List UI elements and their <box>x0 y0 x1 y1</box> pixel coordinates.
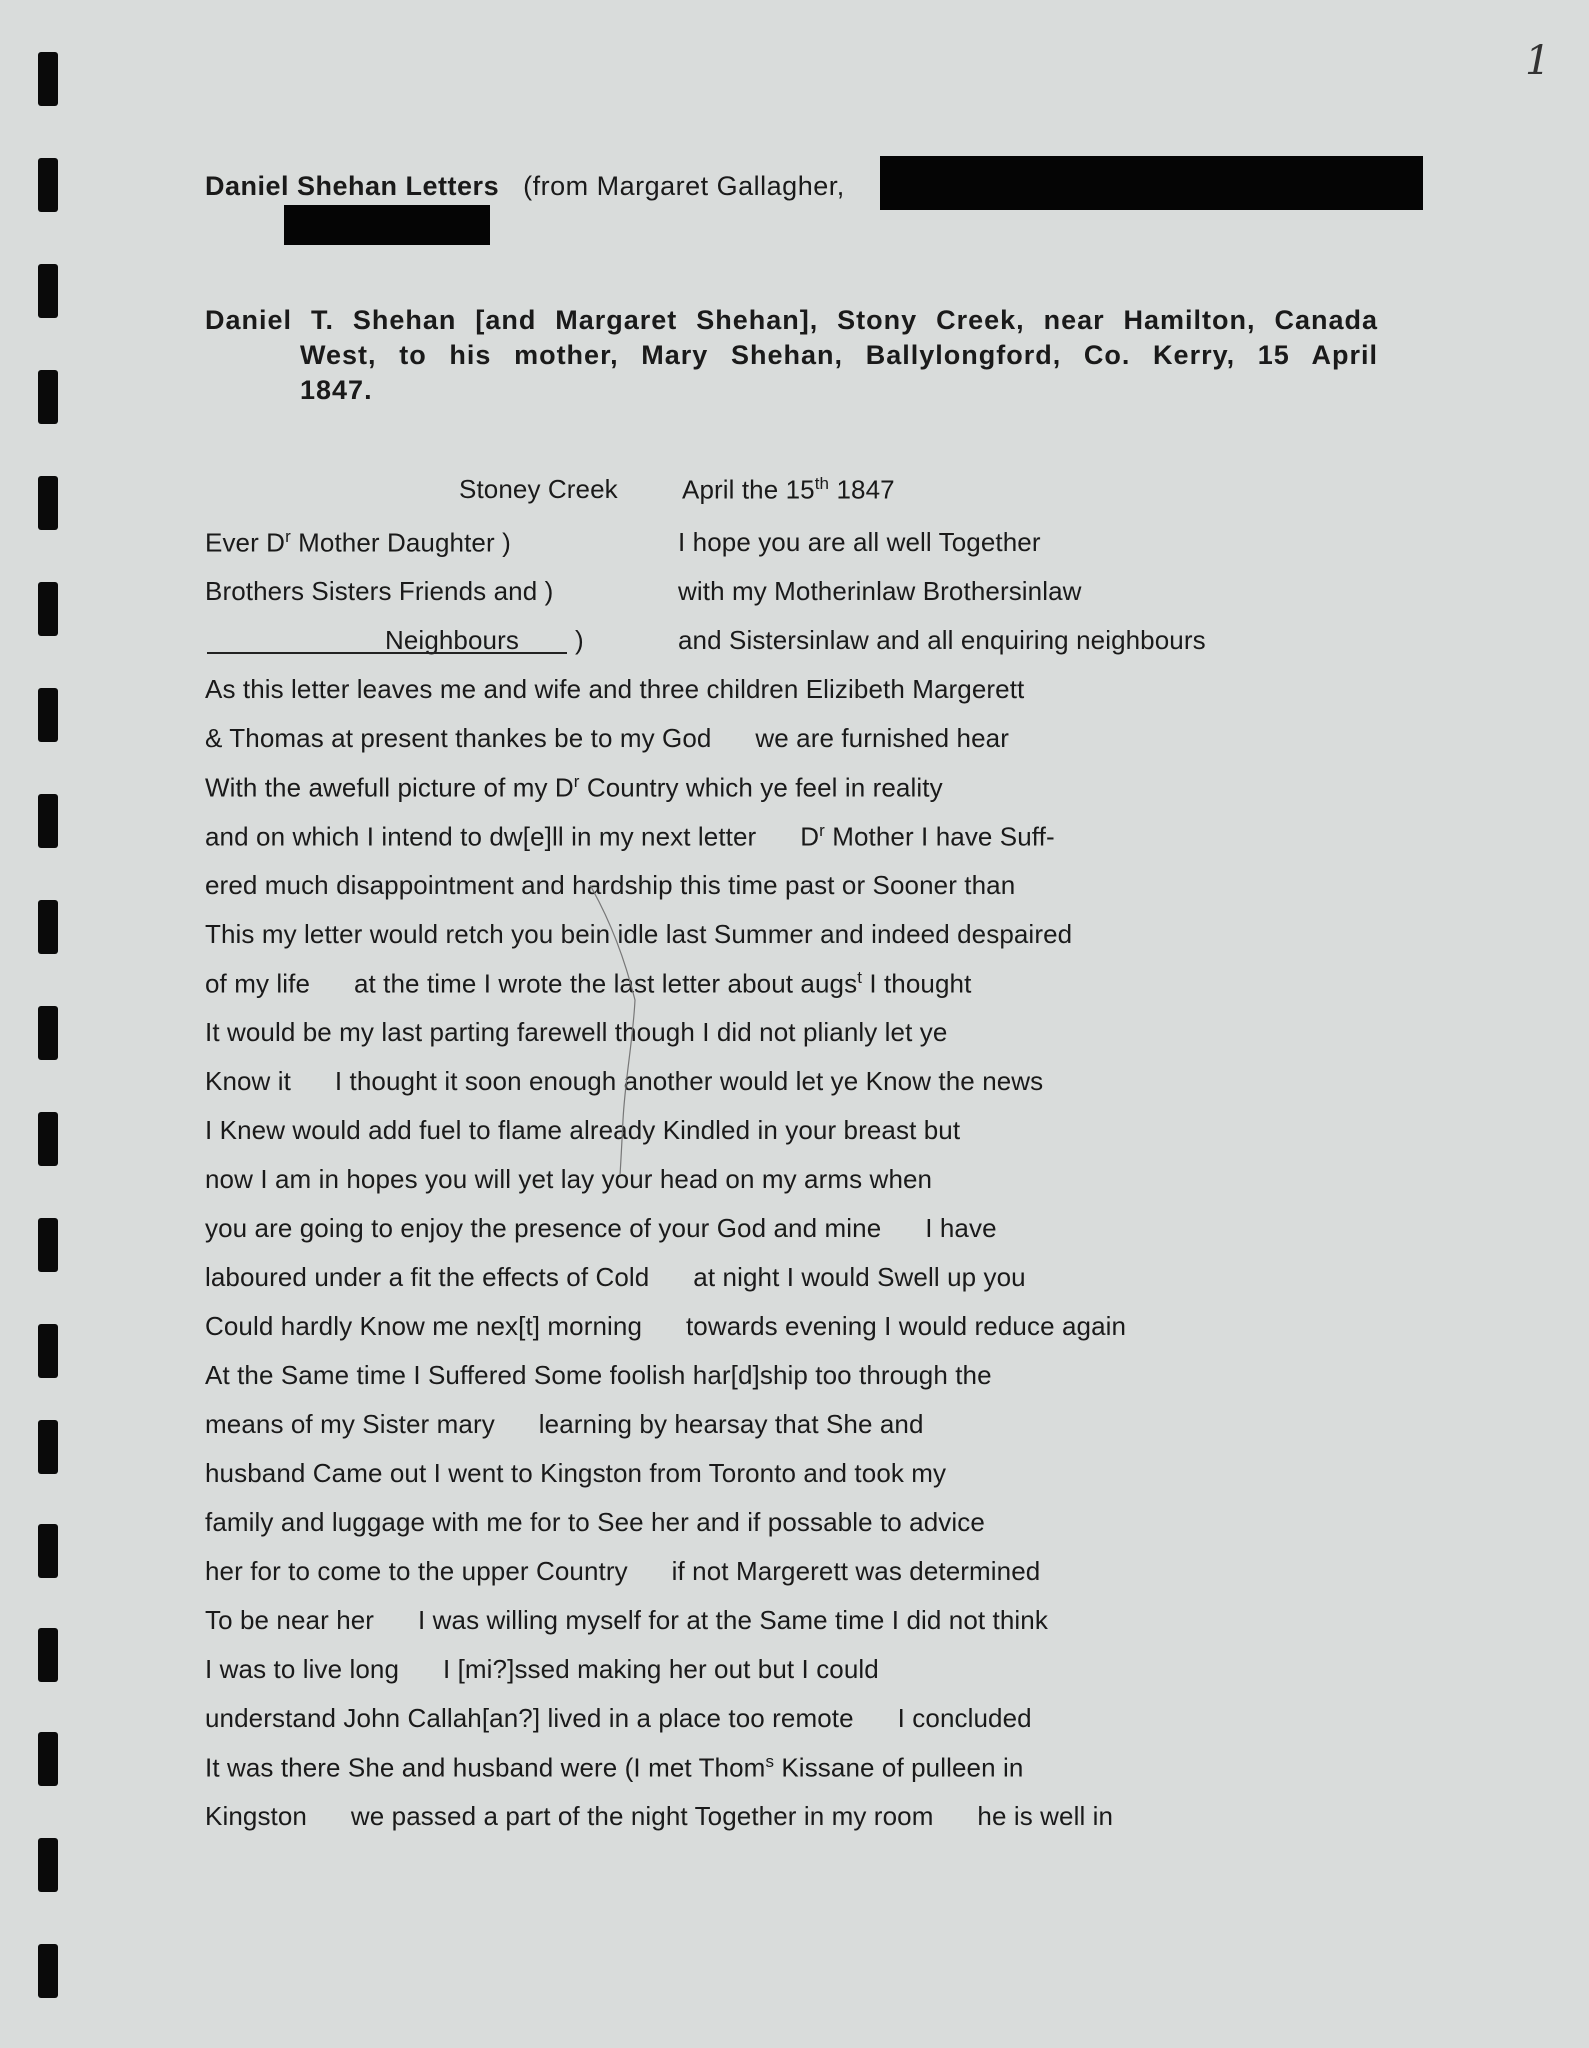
punch-mark <box>38 1944 58 1998</box>
letter-caption <box>205 303 1378 408</box>
underline <box>207 652 567 654</box>
caption-line: West, to his mother, Mary Shehan, Ballylongford, Co. Kerry, 15 April <box>300 340 1378 370</box>
punch-mark <box>38 158 58 212</box>
letter-line: Could hardly Know me nex[t] morning towards evening I would reduce again <box>205 1311 1127 1341</box>
punch-mark <box>38 582 58 636</box>
letter-line: This my letter would retch you bein idle last Summer and indeed despaired <box>205 919 1073 949</box>
punch-mark <box>38 1324 58 1378</box>
punch-mark <box>38 1732 58 1786</box>
punch-mark <box>38 1006 58 1060</box>
punch-mark <box>38 1420 58 1474</box>
punch-mark <box>38 370 58 424</box>
punch-mark <box>38 900 58 954</box>
letter-place: Stoney Creek <box>459 474 618 504</box>
punch-mark <box>38 264 58 318</box>
letter-line: To be near her I was willing myself for at the Same time I did not think <box>205 1605 1048 1635</box>
punch-mark <box>38 688 58 742</box>
letter-line: It was there She and husband were (I met Thom$^s$ Kissane of pulleen in <box>205 1752 1024 1783</box>
caption-line: Daniel T. Shehan [and Margaret Shehan], Stony Creek, near Hamilton, Canada <box>205 305 1378 335</box>
punch-mark <box>38 52 58 106</box>
greeting-line: I hope you are all well Together <box>678 527 1041 557</box>
letter-line: laboured under a fit the effects of Cold at night I would Swell up you <box>205 1262 1026 1292</box>
pencil-stroke <box>585 880 645 1180</box>
redaction-bar <box>880 156 1423 210</box>
letter-line: At the Same time I Suffered Some foolish har[d]ship too through the <box>205 1360 992 1390</box>
punch-mark <box>38 476 58 530</box>
letter-line: now I am in hopes you will yet lay your head on my arms when <box>205 1164 933 1194</box>
letter-line: and on which I intend to dw[e]ll in my next letter $D^r$ Mother I have Suff- <box>205 821 1055 852</box>
salutation-line: ) <box>575 625 584 655</box>
header-title: Daniel Shehan Letters <box>205 171 500 201</box>
salutation-line: Neighbours <box>385 625 519 655</box>
punch-mark <box>38 1524 58 1578</box>
punch-mark <box>38 1218 58 1272</box>
letter-line: Kingston we passed a part of the night Together in my room he is well in <box>205 1801 1114 1831</box>
salutation-line: Brothers Sisters Friends and ) <box>205 576 554 606</box>
letter-line: understand John Callah[an?] lived in a place too remote I concluded <box>205 1703 1032 1733</box>
punch-mark <box>38 1112 58 1166</box>
redaction-bar <box>284 205 490 245</box>
punch-mark <box>38 1838 58 1892</box>
letter-date: April the 15th 1847 <box>682 474 895 505</box>
letter-line: means of my Sister mary learning by hearsay that She and <box>205 1409 924 1439</box>
letter-line: With the awefull picture of my $D^r$ Country which ye feel in reality <box>205 772 943 803</box>
punch-mark <box>38 1628 58 1682</box>
greeting-line: with my Motherinlaw Brothersinlaw <box>678 576 1082 606</box>
header-source: (from Margaret Gallagher, <box>523 171 845 201</box>
page-number: 1 <box>1525 38 1551 84</box>
letter-line: & Thomas at present thankes be to my God we are furnished hear <box>205 723 1009 753</box>
punch-mark <box>38 794 58 848</box>
salutation-line: Ever $D^r$ Mother Daughter ) <box>205 527 511 558</box>
letter-line: of my life at the time I wrote the last letter about augs$^t$ I thought <box>205 968 972 999</box>
letter-line: I Knew would add fuel to flame already Kindled in your breast but <box>205 1115 961 1145</box>
letter-line: her for to come to the upper Country if not Margerett was determined <box>205 1556 1041 1586</box>
letter-line: I was to live long I [mi?]ssed making her out but I could <box>205 1654 879 1684</box>
letter-line: It would be my last parting farewell though I did not plianly let ye <box>205 1017 948 1047</box>
header <box>205 171 845 202</box>
caption-line: 1847. <box>300 375 373 405</box>
letter-line: Know it I thought it soon enough another would let ye Know the news <box>205 1066 1044 1096</box>
letter-line: family and luggage with me for to See her and if possable to advice <box>205 1507 985 1537</box>
letter-line: husband Came out I went to Kingston from Toronto and took my <box>205 1458 947 1488</box>
greeting-line: and Sistersinlaw and all enquiring neighbours <box>678 625 1206 655</box>
letter-line: As this letter leaves me and wife and three children Elizibeth Margerett <box>205 674 1025 704</box>
letter-line: ered much disappointment and hardship this time past or Sooner than <box>205 870 1016 900</box>
letter-line: you are going to enjoy the presence of your God and mine I have <box>205 1213 997 1243</box>
